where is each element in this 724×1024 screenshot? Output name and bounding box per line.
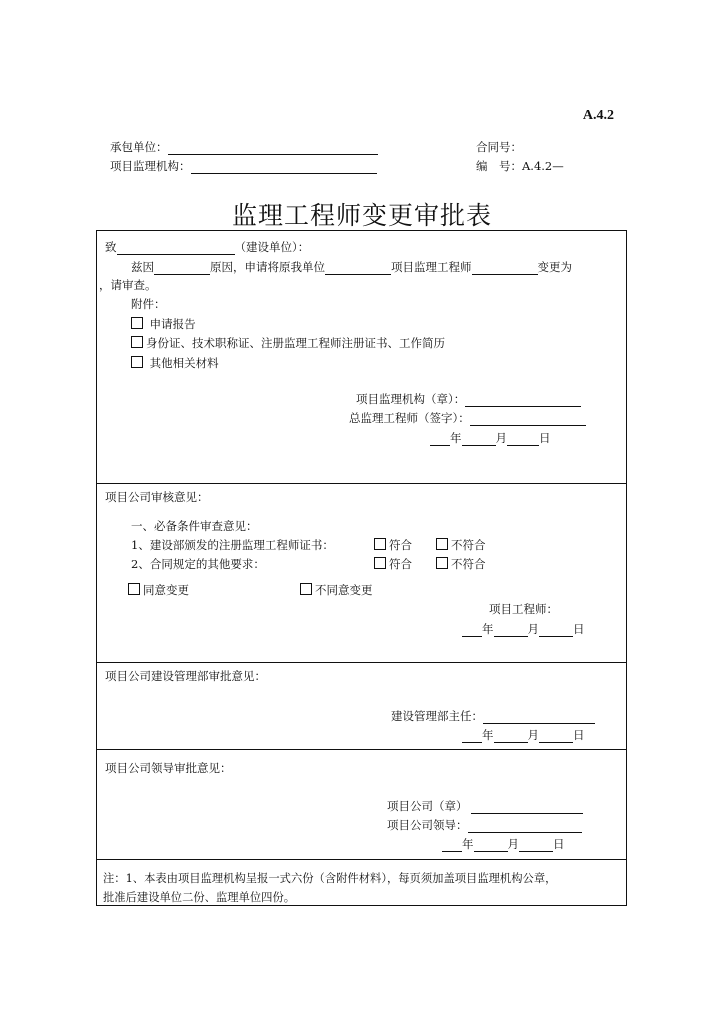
item2-ok[interactable] bbox=[374, 556, 412, 572]
serial-value: A.4.2— bbox=[522, 159, 564, 173]
checkbox-icon[interactable] bbox=[128, 583, 140, 595]
divider-4 bbox=[97, 859, 626, 860]
section2-sub1: 一、必备条件审查意见： bbox=[131, 519, 258, 533]
unit-field[interactable] bbox=[325, 262, 391, 275]
company-seal-label: 项目公司（章） bbox=[387, 799, 468, 813]
notok-label: 不符合 bbox=[451, 538, 486, 552]
date-3 bbox=[462, 727, 585, 743]
disagree-option[interactable] bbox=[300, 582, 373, 598]
day-label: 日 bbox=[573, 622, 585, 636]
divider-3 bbox=[97, 749, 626, 750]
month-label: 月 bbox=[507, 837, 519, 851]
leader-line bbox=[387, 817, 582, 833]
engineer-label: 项目工程师： bbox=[489, 602, 558, 616]
org-seal-label: 项目监理机构（章）： bbox=[356, 392, 466, 406]
reason-b: 原因，申请将原我单位 bbox=[210, 260, 325, 274]
month-field[interactable] bbox=[494, 624, 528, 637]
attachment-1[interactable] bbox=[131, 316, 196, 332]
attachment-2[interactable] bbox=[131, 335, 445, 351]
to-line bbox=[105, 239, 309, 255]
date-1 bbox=[430, 430, 551, 446]
contractor-field[interactable] bbox=[168, 142, 378, 155]
month-field[interactable] bbox=[474, 839, 508, 852]
serial-row bbox=[476, 158, 564, 174]
date-4 bbox=[442, 836, 565, 852]
checkbox-icon[interactable] bbox=[131, 336, 143, 348]
checkbox-icon[interactable] bbox=[436, 557, 448, 569]
attachment-3-label: 其他相关材料 bbox=[149, 356, 219, 370]
day-label: 日 bbox=[553, 837, 565, 851]
company-seal-line bbox=[387, 798, 583, 814]
supervision-row bbox=[110, 158, 377, 174]
day-field[interactable] bbox=[539, 730, 573, 743]
year-label: 年 bbox=[482, 622, 494, 636]
year-field[interactable] bbox=[430, 433, 450, 446]
serial-label: 编 号： bbox=[476, 159, 522, 173]
year-field[interactable] bbox=[462, 624, 482, 637]
form-table bbox=[96, 230, 627, 906]
day-field[interactable] bbox=[539, 624, 573, 637]
contractor-row bbox=[110, 139, 378, 155]
to-suffix: （建设单位）： bbox=[234, 240, 310, 254]
engineer-field[interactable] bbox=[472, 262, 538, 275]
month-label: 月 bbox=[527, 622, 539, 636]
month-field[interactable] bbox=[462, 433, 496, 446]
org-seal-field[interactable] bbox=[465, 394, 581, 407]
item2-label: 2、合同规定的其他要求： bbox=[131, 557, 265, 571]
day-label: 日 bbox=[573, 728, 585, 742]
reason-end: ，请审查。 bbox=[99, 278, 157, 292]
divider-1 bbox=[97, 483, 626, 484]
attachment-1-label: 申请报告 bbox=[149, 317, 196, 331]
checkbox-icon[interactable] bbox=[300, 583, 312, 595]
month-field[interactable] bbox=[494, 730, 528, 743]
agree-label: 同意变更 bbox=[143, 583, 189, 597]
ok-label: 符合 bbox=[389, 538, 412, 552]
date-2 bbox=[462, 621, 585, 637]
checkbox-icon[interactable] bbox=[131, 356, 143, 368]
chief-sign-field[interactable] bbox=[470, 413, 586, 426]
org-seal-line bbox=[356, 391, 581, 407]
month-label: 月 bbox=[527, 728, 539, 742]
checkbox-icon[interactable] bbox=[436, 538, 448, 550]
director-label: 建设管理部主任： bbox=[391, 709, 483, 723]
contractor-label: 承包单位： bbox=[110, 140, 168, 154]
reason-d: 变更为 bbox=[537, 260, 572, 274]
year-field[interactable] bbox=[462, 730, 482, 743]
item1-ok[interactable] bbox=[374, 537, 412, 553]
item1-label: 1、建设部颁发的注册监理工程师证书： bbox=[131, 538, 334, 552]
leader-field[interactable] bbox=[468, 820, 582, 833]
year-field[interactable] bbox=[442, 839, 462, 852]
day-label: 日 bbox=[539, 431, 551, 445]
agree-option[interactable] bbox=[128, 582, 189, 598]
year-label: 年 bbox=[482, 728, 494, 742]
item2-notok[interactable] bbox=[436, 556, 486, 572]
supervision-field[interactable] bbox=[191, 161, 377, 174]
contract-no: 合同号： bbox=[476, 140, 522, 154]
page-title: 监理工程师变更审批表 bbox=[231, 201, 492, 230]
form-code: A.4.2 bbox=[582, 108, 614, 123]
item1-notok[interactable] bbox=[436, 537, 486, 553]
section2-heading: 项目公司审核意见： bbox=[105, 490, 209, 504]
checkbox-icon[interactable] bbox=[374, 538, 386, 550]
month-label: 月 bbox=[495, 431, 507, 445]
note-line-2: 批准后建设单位二份、监理单位四份。 bbox=[103, 891, 296, 904]
leader-label: 项目公司领导： bbox=[387, 818, 468, 832]
section3-heading: 项目公司建设管理部审批意见： bbox=[105, 669, 266, 683]
supervision-label: 项目监理机构： bbox=[110, 159, 191, 173]
year-label: 年 bbox=[462, 837, 474, 851]
day-field[interactable] bbox=[519, 839, 553, 852]
disagree-label: 不同意变更 bbox=[315, 583, 373, 597]
director-line bbox=[391, 708, 595, 724]
section4-heading: 项目公司领导审批意见： bbox=[105, 761, 232, 775]
reason-c: 项目监理工程师 bbox=[391, 260, 472, 274]
checkbox-icon[interactable] bbox=[374, 557, 386, 569]
attachments-label: 附件： bbox=[131, 297, 166, 311]
reason-line bbox=[131, 259, 572, 275]
ok-label: 符合 bbox=[389, 557, 412, 571]
note-line-1: 注：1、本表由项目监理机构呈报一式六份（含附件材料），每页须加盖项目监理机构公章， bbox=[103, 872, 557, 885]
checkbox-icon[interactable] bbox=[131, 317, 143, 329]
attachment-3[interactable] bbox=[131, 355, 219, 371]
company-seal-field[interactable] bbox=[471, 801, 583, 814]
chief-sign-label: 总监理工程师（签字）： bbox=[349, 411, 470, 425]
attachment-2-label: 身份证、技术职称证、注册监理工程师注册证书、工作简历 bbox=[146, 336, 445, 350]
day-field[interactable] bbox=[507, 433, 539, 446]
reason-field[interactable] bbox=[154, 262, 210, 275]
to-field[interactable] bbox=[117, 242, 235, 255]
notok-label: 不符合 bbox=[451, 557, 486, 571]
divider-2 bbox=[97, 662, 626, 663]
director-field[interactable] bbox=[483, 711, 595, 724]
reason-a: 兹因 bbox=[131, 260, 154, 274]
chief-sign-line bbox=[349, 410, 586, 426]
to-prefix: 致 bbox=[105, 240, 117, 254]
year-label: 年 bbox=[450, 431, 462, 445]
